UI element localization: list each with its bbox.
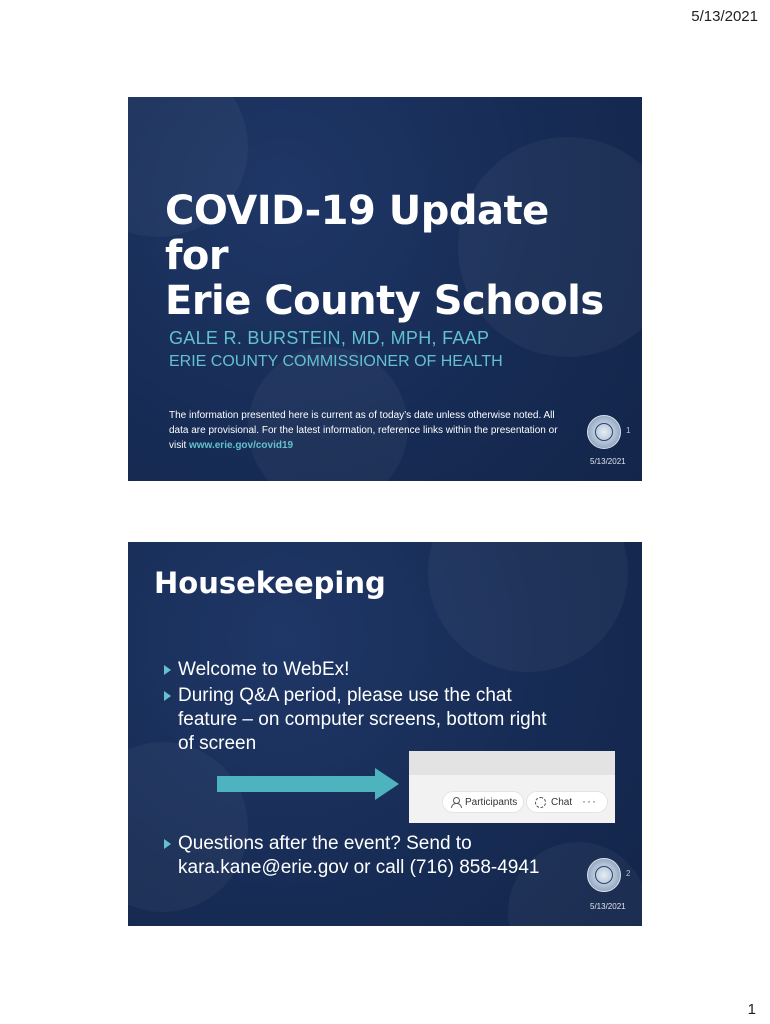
arrow-right-icon bbox=[217, 776, 375, 792]
webex-toolbar-screenshot bbox=[409, 751, 615, 823]
covid-website-link[interactable]: www.erie.gov/covid19 bbox=[189, 440, 294, 451]
bullet-text: During Q&A period, please use the chat feature – on computer screens, bottom right of screen bbox=[178, 685, 547, 754]
triangle-bullet-icon bbox=[164, 839, 171, 849]
triangle-bullet-icon bbox=[164, 691, 171, 701]
bullet-list bbox=[164, 658, 564, 758]
chat-label: Chat bbox=[551, 796, 573, 808]
triangle-bullet-icon bbox=[164, 665, 171, 675]
bullet-text: Questions after the event? Send to kara.kane@erie.gov or call (716) 858-4941 bbox=[178, 833, 540, 878]
slide-title-heading bbox=[165, 189, 625, 324]
slide-housekeeping bbox=[128, 542, 642, 926]
bullet-text: Welcome to WebEx! bbox=[178, 659, 350, 680]
author-name: GALE R. BURSTEIN, MD, MPH, FAAP bbox=[169, 328, 490, 348]
title-line-2: Erie County Schools bbox=[165, 278, 604, 324]
disclaimer-body: The information presented here is current as of today’s date unless otherwise noted. All data are provisional. For the latest information, reference links within the presentation or visit bbox=[169, 410, 558, 451]
slide-title bbox=[128, 97, 642, 481]
chat-button[interactable] bbox=[526, 791, 608, 813]
bullet-item bbox=[164, 658, 564, 682]
bullet-item bbox=[164, 684, 564, 756]
bullet-item bbox=[164, 832, 598, 880]
slide-date: 5/13/2021 bbox=[590, 457, 626, 466]
arrow-head-icon bbox=[375, 768, 399, 800]
participants-icon bbox=[451, 797, 461, 807]
title-line-1: COVID-19 Update for bbox=[165, 188, 549, 279]
participants-button[interactable] bbox=[442, 791, 524, 813]
county-seal-icon bbox=[587, 415, 621, 449]
page-number: 1 bbox=[747, 1001, 756, 1018]
slide-heading: Housekeeping bbox=[154, 566, 386, 600]
background-blob bbox=[128, 742, 248, 912]
participants-label: Participants bbox=[465, 796, 518, 808]
county-seal-icon bbox=[587, 858, 621, 892]
slide-number: 2 bbox=[626, 869, 631, 878]
slide-number: 1 bbox=[626, 426, 631, 435]
slide-date: 5/13/2021 bbox=[590, 902, 626, 911]
author-role: ERIE COUNTY COMMISSIONER OF HEALTH bbox=[169, 353, 503, 370]
more-options-icon[interactable]: ··· bbox=[582, 794, 597, 808]
background-blob bbox=[428, 542, 628, 672]
page-date: 5/13/2021 bbox=[691, 8, 758, 25]
chat-icon bbox=[535, 797, 546, 808]
disclaimer-text bbox=[169, 408, 569, 453]
